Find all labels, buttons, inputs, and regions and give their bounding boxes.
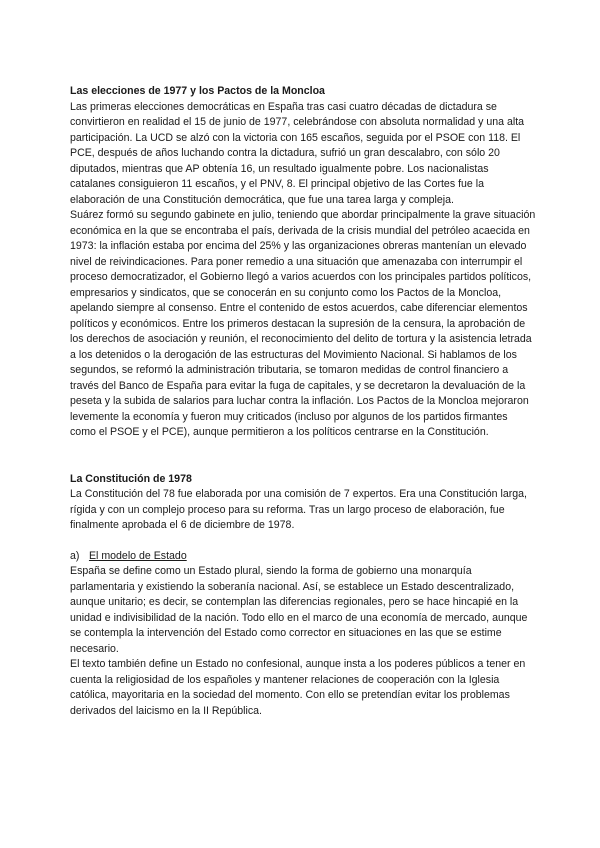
section-title-constitucion-1978: La Constitución de 1978 (70, 472, 192, 485)
list-marker: a) (70, 549, 80, 562)
paragraph-elecciones-1977: Las primeras elecciones democráticas en España tras casi cuatro décadas de dictadura se convirtieron en realidad el 15 de junio de 1977, celebrándose con absoluta normalidad y una alta participación. La UCD se alzó con la victoria con 165 escaños, seguida por el PSOE con 118. El PCE, después de años luchando contra la dictadura, sufrió un gran descalabro, con sólo 20 diputados, mientras que AP obtenía 16, un resultado igualmente pobre. Los nacionalistas catalanes consiguieron 11 escaños, y el PNV, 8. El principal objetivo de las Cortes fue la elaboración de una Constitución democrática, que fue una tarea larga y compleja. (70, 100, 525, 206)
subsection-title-modelo-estado: El modelo de Estado (88, 549, 187, 562)
section-title-elecciones-1977: Las elecciones de 1977 y los Pactos de la Moncloa (70, 85, 325, 97)
section-spacer (70, 441, 536, 472)
subsection-spacer (70, 534, 536, 549)
subsection-heading (70, 549, 536, 565)
paragraph-pactos-moncloa: Suárez formó su segundo gabinete en julio, teniendo que abordar principalmente la grave situación económica en la que se encontraba el país, derivada de la crisis mundial del petróleo acaecida en 1973: la inflación estaba por encima del 25% y las organizaciones obreras mantenían un elevado nivel de reivindicaciones. Para poner remedio a una situación que amenazaba con interrumpir el proceso democratizador, el Gobierno llegó a varios acuerdos con los principales partidos políticos, empresarios y sindicatos, que se conocerán en su conjunto como los Pactos de la Moncloa, apelando siempre al consenso. Entre el contenido de estos acuerdos, cabe diferenciar elementos políticos y económicos. Entre los primeros destacan la supresión de la censura, la aprobación de los derechos de asociación y reunión, el reconocimiento del delito de tortura y la asistencia letrada a los detenidos o la derogación de las estructuras del Movimiento Nacional. Si hablamos de los segundos, se reformó la administración tributaria, se tomaron medidas de control financiero a través del Banco de España para evitar la fuga de capitales, y se decretaron la devaluación de la peseta y la subida de salarios para luchar contra la inflación. Los Pactos de la Moncloa mejoraron levemente la economía y fueron muy criticados (incluso por algunos de los partidos firmantes como el PSOE y el PCE), aunque permitieron a los políticos centrarse en la Constitución. (70, 209, 536, 438)
paragraph-estado-no-confesional: El texto también define un Estado no confesional, aunque insta a los poderes públicos a tener en cuenta la religiosidad de los españoles y mantener relaciones de cooperación con la Iglesia católica, mayoritaria en la sociedad del momento. Con ello se pretendían evitar los problemas derivados del laicismo en la II República. (70, 658, 526, 717)
document-page (70, 84, 536, 719)
paragraph-estado-plural: España se define como un Estado plural, siendo la forma de gobierno una monarquía parlamentaria y existiendo la soberanía nacional. Así, se establece un Estado descentralizado, aunque unitario; es decir, se contemplan las diferencias regionales, pero se hace hincapié en la unidad e indivisibilidad de la nación. Todo ello en el marco de una economía de mercado, aunque se contempla la intervención del Estado como corrector en situaciones en las que se estime necesario. (70, 565, 528, 655)
paragraph-constitucion-intro: La Constitución del 78 fue elaborada por una comisión de 7 expertos. Era una Constitución larga, rígida y con un complejo proceso para su reforma. Tras un largo proceso de elaboración, fue finalmente aprobada el 6 de diciembre de 1978. (70, 488, 527, 531)
